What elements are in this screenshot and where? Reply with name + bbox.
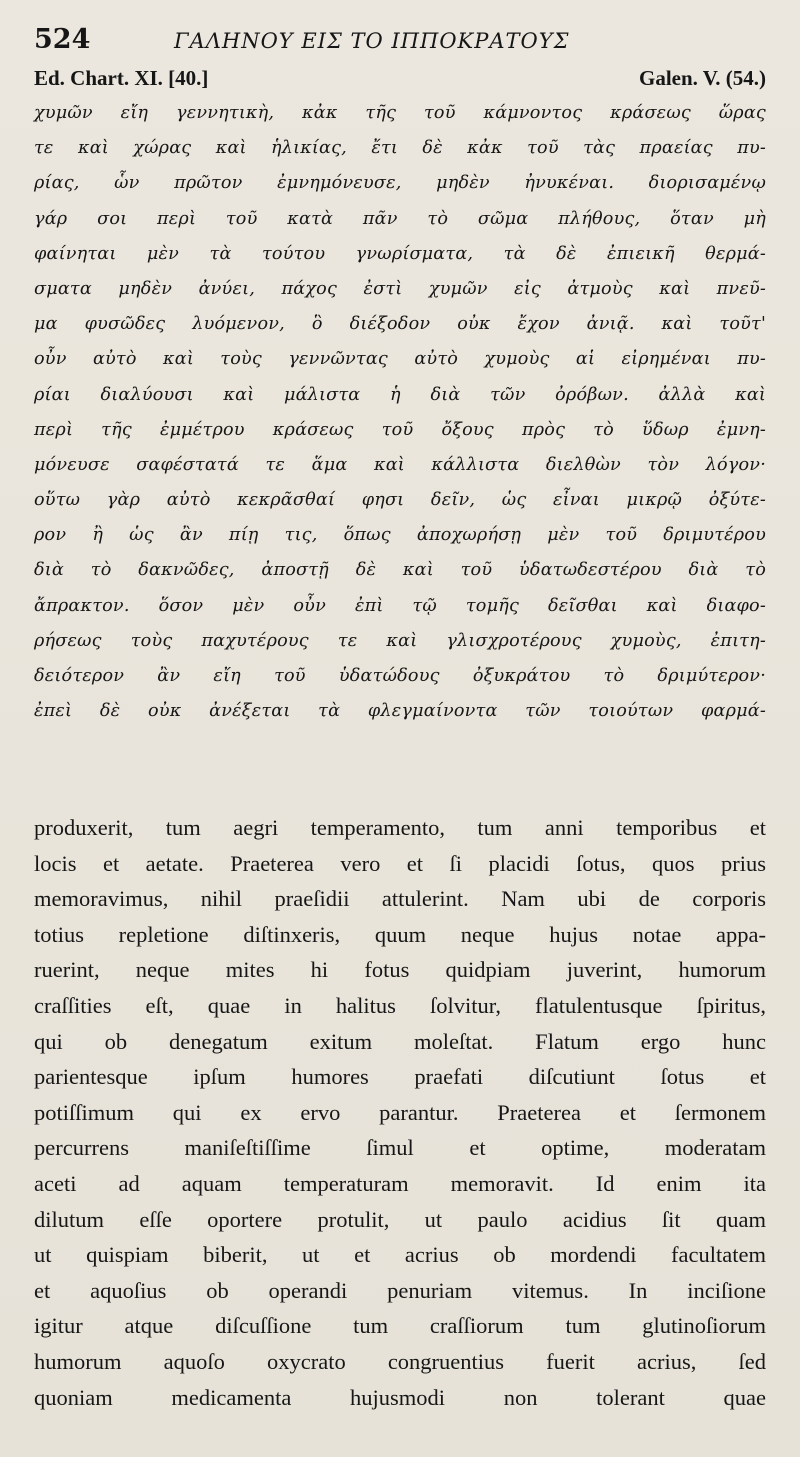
latin-text-line: craſſities eſt, quae in halitus ſolvitur, flatulentusque ſpiritus, [34, 992, 766, 1018]
latin-text-line: totius repletione diſtinxeris, quum neque hujus notae appa- [34, 921, 766, 947]
latin-text-line: igitur atque diſcuſſione tum craſſiorum tum glutinoſiorum [34, 1313, 766, 1339]
latin-text-line: humorum aquoſo oxycrato congruentius fuerit acrius, ſed [34, 1348, 766, 1374]
greek-text-line: φαίνηται μὲν τὰ τούτου γνωρίσματα, τὰ δὲ ἐπιεικῆ θερμά- [34, 243, 766, 264]
greek-text-line: ἄπρακτον. ὅσον μὲν οὖν ἐπὶ τῷ τομῆς δεῖσθαι καὶ διαφο- [34, 595, 766, 616]
greek-text-line: γάρ σοι περὶ τοῦ κατὰ πᾶν τὸ σῶμα πλήθους, ὅταν μὴ [34, 208, 766, 229]
latin-text-line: parientesque ipſum humores praefati diſcutiunt ſotus et [34, 1064, 766, 1090]
greek-text-line: μόνευσε σαφέστατά τε ἅμα καὶ κάλλιστα διελθὼν τὸν λόγον· [34, 454, 766, 475]
latin-text-line: aceti ad aquam temperaturam memoravit. Id enim ita [34, 1170, 766, 1196]
greek-text-line: ρήσεως τοὺς παχυτέρους τε καὶ γλισχροτέρους χυμοὺς, ἐπιτη- [34, 630, 766, 651]
greek-text-line: μα φυσῶδες λυόμενον, ὃ διέξοδον οὐκ ἔχον ἀνιᾷ. καὶ τοῦτ' [34, 314, 766, 335]
latin-text-line: quoniam medicamenta hujusmodi non tolerant quae [34, 1384, 766, 1410]
page-number: 524 [34, 24, 91, 55]
latin-text-line: potiſſimum qui ex ervo parantur. Praeterea et ſermonem [34, 1099, 766, 1125]
greek-text-line: χυμῶν εἴη γεννητικὴ, κἀκ τῆς τοῦ κάμνοντος κράσεως ὥρας [34, 103, 766, 123]
greek-text-line: σματα μηδὲν ἀνύει, πάχος ἐστὶ χυμῶν εἰς ἀτμοὺς καὶ πνεῦ- [34, 278, 766, 299]
latin-text-line: dilutum eſſe oportere protulit, ut paulo acidius ſit quam [34, 1206, 766, 1232]
edition-reference-right: Galen. V. (54.) [639, 66, 766, 90]
greek-text-line: ἐπεὶ δὲ οὐκ ἀνέξεται τὰ φλεγμαίνοντα τῶν τοιούτων φαρμά- [34, 701, 766, 722]
edition-reference-left: Ed. Chart. XI. [40.] [34, 66, 209, 90]
greek-text-line: ρίαι διαλύουσι καὶ μάλιστα ἡ διὰ τῶν ὀρόβων. ἀλλὰ καὶ [34, 384, 766, 405]
greek-text-line: περὶ τῆς ἐμμέτρου κράσεως τοῦ ὄξους πρὸς τὸ ὕδωρ ἐμνη- [34, 419, 766, 440]
latin-text-line: ruerint, neque mites hi fotus quidpiam juverint, humorum [34, 957, 766, 983]
latin-text-line: et aquoſius ob operandi penuriam vitemus. In inciſione [34, 1277, 766, 1303]
running-head [34, 24, 766, 64]
latin-text-line: percurrens maniſeſtiſſime ſimul et optime, moderatam [34, 1135, 766, 1161]
latin-text-line: produxerit, tum aegri temperamento, tum anni temporibus et [34, 815, 766, 840]
latin-text-block [34, 810, 766, 1415]
edition-reference-line [34, 66, 766, 94]
running-title: ΓΑΛΗΝΟΥ ΕΙΣ ΤΟ ΙΠΠΟΚΡΑΤΟΥΣ [174, 29, 570, 53]
latin-text-line: locis et aetate. Praeterea vero et ſi placidi ſotus, quos prius [34, 850, 766, 876]
greek-text-line: διὰ τὸ δακνῶδες, ἀποστῇ δὲ καὶ τοῦ ὑδατωδεστέρου διὰ τὸ [34, 560, 766, 581]
greek-text-block [34, 96, 766, 729]
latin-text-line: memoravimus, nihil praeſidii attulerint. Nam ubi de corporis [34, 886, 766, 912]
greek-text-line: οὖν αὐτὸ καὶ τοὺς γεννῶντας αὐτὸ χυμοὺς αἱ εἰρημέναι πυ- [34, 349, 766, 370]
greek-text-line: ρίας, ὧν πρῶτον ἐμνημόνευσε, μηδὲν ἠνυκέναι. διορισαμένῳ [34, 173, 766, 194]
greek-text-line: τε καὶ χώρας καὶ ἡλικίας, ἔτι δὲ κἀκ τοῦ τὰς πραείας πυ- [34, 138, 766, 159]
greek-text-line: οὕτω γὰρ αὐτὸ κεκρᾶσθαί φησι δεῖν, ὡς εἶναι μικρῷ ὀξύτε- [34, 490, 766, 511]
latin-text-line: ut quispiam biberit, ut et acrius ob mordendi facultatem [34, 1242, 766, 1268]
greek-text-line: ρον ἢ ὡς ἂν πίῃ τις, ὅπως ἀποχωρήσῃ μὲν τοῦ δριμυτέρου [34, 525, 766, 546]
latin-text-line: qui ob denegatum exitum moleſtat. Flatum ergo hunc [34, 1028, 766, 1054]
greek-text-line: δειότερον ἂν εἴη τοῦ ὑδατώδους ὀξυκράτου τὸ δριμύτερον· [34, 666, 766, 686]
